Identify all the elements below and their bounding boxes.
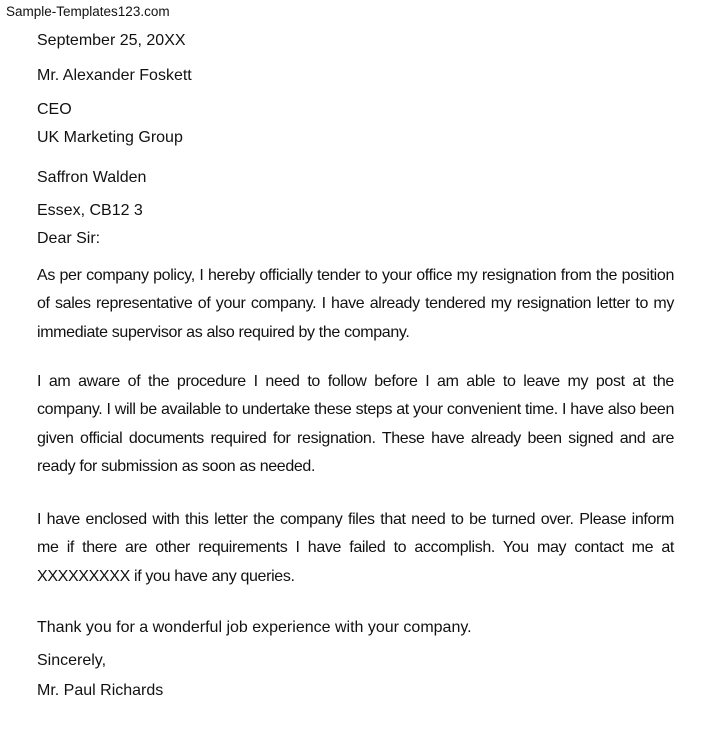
thanks-line: Thank you for a wonderful job experience with your company. (37, 619, 472, 636)
closing: Sincerely, (37, 652, 107, 669)
watermark-text: Sample-Templates123.com (6, 4, 170, 19)
paragraph-2: I am aware of the procedure I need to follow before I am able to leave my post at the company. I will be available to undertake these steps at your convenient time. I have also been given official documents required for resignation. These have already been signed and are ready for submission as soon as needed. (37, 373, 674, 475)
recipient-title: CEO (37, 101, 72, 118)
salutation: Dear Sir: (37, 230, 101, 247)
recipient-region: Essex, CB12 3 (37, 202, 143, 219)
recipient-city: Saffron Walden (37, 169, 147, 186)
recipient-company: UK Marketing Group (37, 129, 183, 146)
signature-name: Mr. Paul Richards (37, 682, 164, 699)
paragraph-3: I have enclosed with this letter the company files that need to be turned over. Please inform me if there are other requirements I have failed to accomplish. You may contact me at XXXXXXXXX if you have any queries. (37, 511, 674, 585)
recipient-name: Mr. Alexander Foskett (37, 67, 192, 84)
letter-date: September 25, 20XX (37, 32, 186, 49)
paragraph-1: As per company policy, I hereby officially tender to your office my resignation from the position of sales representative of your company. I have already tendered my resignation letter to my immediate supervisor as also required by the company. (37, 267, 674, 341)
